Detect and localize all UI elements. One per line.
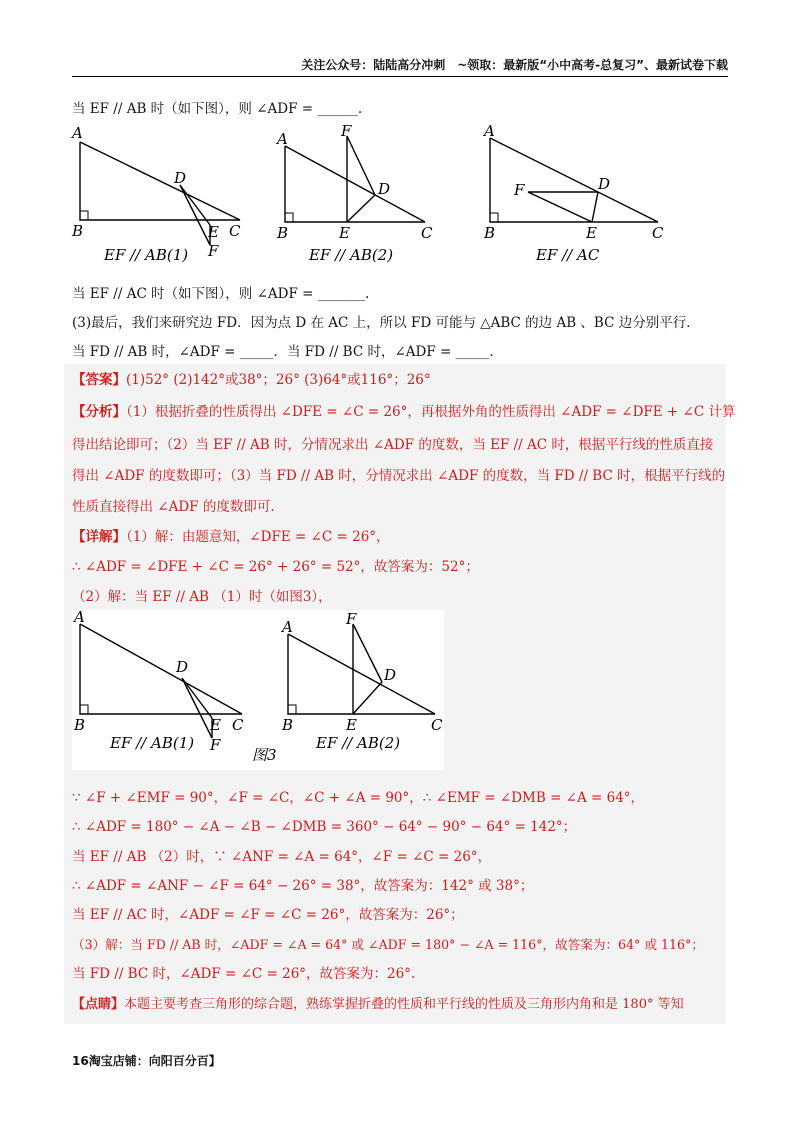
page-header: 关注公众号：陆陆高分冲刺 ~领取：最新版“小中高考-总复习”、最新试卷下载 xyxy=(72,56,728,77)
proof-line-5: 当 EF // AC 时，∠ADF = ∠F = ∠C = 26°，故答案为：26°； xyxy=(72,907,464,923)
svg-text:D: D xyxy=(378,180,391,198)
answer-text: (1)52° (2)142°或38°；26° (3)64°或116°；26° xyxy=(126,372,431,388)
svg-text:B: B xyxy=(484,224,496,242)
figure-2 xyxy=(285,136,425,222)
svg-text:C: C xyxy=(652,224,664,242)
figure-2-labels xyxy=(275,122,433,264)
point-b: B xyxy=(72,222,84,240)
figure-1-labels xyxy=(70,124,241,264)
svg-text:D: D xyxy=(176,658,189,676)
page-footer xyxy=(72,1052,221,1069)
svg-text:A: A xyxy=(74,610,85,626)
svg-text:F: F xyxy=(514,181,525,199)
svg-text:F: F xyxy=(341,122,352,140)
detail-line-2: ∴ ∠ADF = ∠DFE + ∠C = 26° + 26° = 52°，故答案为：52°； xyxy=(72,559,479,575)
figure-3 xyxy=(490,138,658,222)
svg-text:A: A xyxy=(277,130,288,148)
proof-line-3: 当 EF // AB （2）时，∵ ∠ANF = ∠A = 64°，∠F = ∠C = 26°， xyxy=(72,849,492,865)
figure-3-labels xyxy=(482,122,664,264)
comment-label: 【点睛】 xyxy=(72,997,125,1012)
svg-text:C: C xyxy=(421,224,433,242)
svg-text:A: A xyxy=(282,618,293,636)
point-e: E xyxy=(208,223,219,241)
svg-text:C: C xyxy=(232,716,244,734)
svg-text:B: B xyxy=(74,716,86,734)
question-2-ac-line: 当 EF // AC 时（如下图），则 ∠ADF = _______. xyxy=(72,286,370,302)
proof-line-1: ∵ ∠F + ∠EMF = 90°，∠F = ∠C，∠C + ∠A = 90°，∴ ∠EMF = ∠DMB = ∠A = 64°， xyxy=(72,790,645,806)
analysis-line-3: 得出 ∠ADF 的度数即可；（3）当 FD // AB 时，分情况求出 ∠ADF 的度数，当 FD // BC 时，根据平行线的 xyxy=(72,468,726,484)
svg-text:E: E xyxy=(586,224,597,242)
figure-group-3 xyxy=(72,610,444,770)
figure-2-caption: EF // AB(2) xyxy=(309,246,394,264)
page-number: 16 xyxy=(72,1054,89,1068)
question-3-blanks: 当 FD // AB 时，∠ADF = _____．当 FD // BC 时，∠ADF = _____． xyxy=(72,344,503,360)
svg-text:D: D xyxy=(384,666,397,684)
svg-text:F: F xyxy=(210,736,221,754)
comment-line xyxy=(72,996,684,1014)
svg-text:E: E xyxy=(339,224,350,242)
proof-line-4: ∴ ∠ADF = ∠ANF − ∠F = 64° − 26° = 38°，故答案为：142° 或 38°； xyxy=(72,878,534,894)
detail-label: 【详解】 xyxy=(72,529,126,545)
svg-text:EF // AB(2): EF // AB(2) xyxy=(316,734,401,752)
analysis-line-2: 得出结论即可；（2）当 EF // AB 时，分情况求出 ∠ADF 的度数，当 EF // AC 时，根据平行线的性质直接 xyxy=(72,437,714,453)
point-a: A xyxy=(72,124,83,142)
figure-group-caption: 图3 xyxy=(252,746,277,764)
comment-text: 本题主要考查三角形的综合题，熟练掌握折叠的性质和平行线的性质及三角形内角和是 180° 等知 xyxy=(124,997,684,1012)
point-d: D xyxy=(174,169,187,187)
top-figures xyxy=(70,122,730,272)
analysis-line-4: 性质直接得出 ∠ADF 的度数即可. xyxy=(72,499,275,515)
svg-text:D: D xyxy=(598,175,611,193)
svg-text:EF // AB(1): EF // AB(1) xyxy=(110,734,195,752)
svg-text:C: C xyxy=(431,716,443,734)
detail-line-3: （2）解：当 EF // AB （1）时（如图3）， xyxy=(72,589,332,605)
figure-1-caption: EF // AB(1) xyxy=(104,246,189,264)
figure-3-caption: EF // AC xyxy=(536,246,600,264)
svg-text:B: B xyxy=(282,716,294,734)
svg-text:E: E xyxy=(346,716,357,734)
svg-text:E: E xyxy=(210,716,221,734)
analysis-label: 【分析】 xyxy=(72,404,126,420)
svg-text:A: A xyxy=(484,122,495,140)
point-f: F xyxy=(208,242,219,260)
svg-text:F: F xyxy=(346,610,357,628)
footer-text: 淘宝店铺：向阳百分百】 xyxy=(88,1054,221,1068)
proof-line-2: ∴ ∠ADF = 180° − ∠A − ∠B − ∠DMB = 360° − 64° − 90° − 64° = 142°； xyxy=(72,819,577,835)
svg-text:B: B xyxy=(277,224,289,242)
answer-line xyxy=(72,371,431,389)
question-3-line: (3)最后，我们来研究边 FD．因为点 D 在 AC 上，所以 FD 可能与 △ABC 的边 AB 、BC 边分别平行． xyxy=(72,315,700,331)
answer-label: 【答案】 xyxy=(72,372,126,388)
analysis-line-1: 【分析】（1）根据折叠的性质得出 ∠DFE = ∠C = 26°，再根据外角的性质得出 ∠ADF = ∠DFE + ∠C 计算 xyxy=(72,404,736,420)
proof-line-7: 当 FD // BC 时，∠ADF = ∠C = 26°，故答案为：26°. xyxy=(72,966,416,982)
proof-line-6: （3）解：当 FD // AB 时，∠ADF = ∠A = 64° 或 ∠ADF = 180° − ∠A = 116°，故答案为：64° 或 116°； xyxy=(72,937,704,952)
question-2-line: 当 EF // AB 时（如下图），则 ∠ADF = ______. xyxy=(72,101,363,117)
detail-line-1: 【详解】（1）解：由题意知，∠DFE = ∠C = 26°， xyxy=(72,529,390,545)
point-c: C xyxy=(229,222,241,240)
